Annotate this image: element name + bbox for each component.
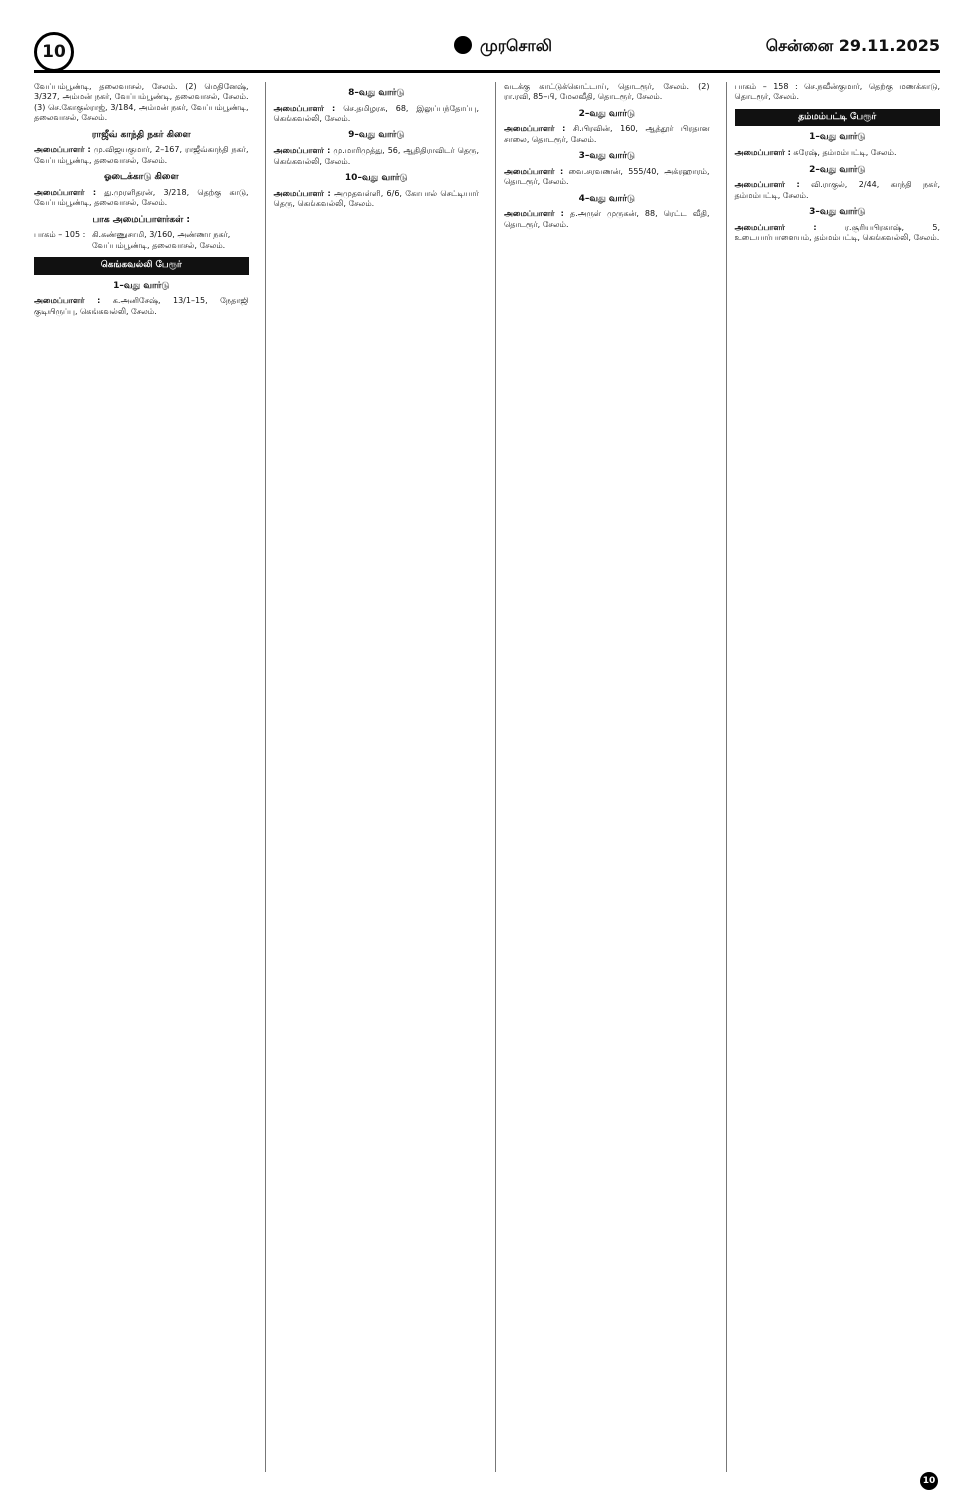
booth-label: பாகம் – 105 : [34,230,86,240]
column-1 [34,82,249,1472]
ward-heading: 2–வது வார்டு [809,164,866,175]
role-label: அமைப்பாளர் : [504,209,564,219]
ward-heading: 10–வது வார்டு [344,172,408,183]
brand-name: முரசொலி [480,36,552,55]
role-label: அமைப்பாளர் : [34,187,97,197]
role-label: அமைப்பாளர் : [734,180,800,190]
entry-text: க.அனிசேஷ், 13/1–15, நேதாஜி குடியிருப்பு, கெங்கவல்லி, சேலம். [34,296,249,316]
appointment-entry [34,188,249,209]
masthead [34,30,940,73]
appointment-entry [735,180,941,201]
entry-text: மு.மாரிமுத்து, 56, ஆதிதிராவிடர் தெரு, கெங்கவல்லி, சேலம். [273,146,479,166]
ward-heading: 3–வது வார்டு [809,207,866,218]
news-columns [34,82,940,1472]
entry-text: வை.சரவணன், 555/40, அக்ரஹாரம், தொடரூர், சேலம். [504,166,710,187]
ward-heading: 1–வது வார்டு [809,132,866,143]
newspaper-brand [454,36,552,57]
appointment-entry [274,146,480,167]
page-number-badge: 10 [34,32,74,72]
ward-heading: பாக அமைப்பாளர்கள் : [92,214,191,225]
ward-heading: 2–வது வார்டு [578,108,635,119]
continued-text: வேப்பம்பூண்டி, தலைவாசல், சேலம். (2) மெதினேஷ், 3/327, அம்மன் நகர், வேப்பம்பூண்டி, தலைவாசல், சேலம். (3) செ.கோகுல்ராஜ், 3/184, அம்மன் நகர், வேப்பம்பூண்டி, தலைவாசல், சேலம். [34,82,249,123]
appointment-entry [735,223,941,244]
continued-text: வடக்கு காட்டுக்கொட்டாய், தொடரூர், சேலம். (2) ரா.ரவி, 85–பி, மேலவீதி, தொடரூர், சேலம். [504,82,710,102]
role-label: அமைப்பாளர் : [34,296,101,306]
ward-heading: 9–வது வார்டு [348,130,405,141]
appointment-entry [504,124,710,145]
role-label: அமைப்பாளர் : [504,124,566,134]
role-label: அமைப்பாளர் : [273,103,336,113]
continued-text: பாகம் – 158 : செ.நவீன்குமார், தெற்கு மணக்காடு, தொடரூர், சேலம். [734,82,940,102]
column-2 [265,82,480,1472]
appointment-entry [34,145,249,166]
column-3 [495,82,710,1472]
dateline: சென்னை 29.11.2025 [765,36,940,55]
appointment-entry [34,296,249,317]
role-label: அமைப்பாளர் : [273,188,331,198]
appointment-entry [504,167,710,188]
appointment-entry [274,104,480,125]
role-label: அமைப்பாளர் : [734,148,791,158]
entry-text: த.அருள் முருகன், 88, ரெட்ட வீதி, தொடரூர், சேலம். [504,209,710,229]
entry-text: து.முரளிதரன், 3/218, தெற்கு காடு, வேப்பம்பூண்டி, தலைவாசல், சேலம். [34,187,249,208]
entry-text: சி.பிரவின், 160, ஆத்தூர் பிரதான சாலை, தொடரூர், சேலம். [504,124,710,144]
entry-text: மு.விஜயகுமார், 2–167, ராஜீவ்காந்தி நகர், வேப்பம்பூண்டி, தலைவாசல், சேலம். [34,145,249,165]
role-label: அமைப்பாளர் : [273,146,331,156]
appointment-entry [274,189,480,210]
entry-text: ர.சூரியபிரகாஷ், 5, உடையார்பாளையம், தம்மம்பட்டி, கெங்கவல்லி, சேலம். [734,222,940,243]
entry-text: அமுதவள்ளி, 6/6, கோபால் செட்டியார் தெரு, கெங்கவல்லி, சேலம். [273,188,479,209]
footer-page-number: 10 [920,1472,938,1490]
appointment-entry [504,209,710,230]
entry-text: சுரேஷ், தம்மம்பட்டி, சேலம். [793,148,897,158]
entry-text: செ.தமிழரசு, 68, இலுப்பந்தோப்பு, கெங்கவல்லி, சேலம். [273,103,479,124]
role-label: அமைப்பாளர் : [504,166,564,176]
booth-text: கி.கண்ணுசாமி, 3/160, அண்ணா நகர், வேப்பம்பூண்டி, தலைவாசல், சேலம். [92,230,231,250]
role-label: அமைப்பாளர் : [734,222,817,232]
booth-entry [34,230,249,251]
ward-heading: ராஜீவ் காந்தி நகர் கிளை [91,129,191,140]
ward-heading: 1–வது வார்டு [113,280,170,291]
section-banner: தம்மம்பட்டி பேரூர் [735,109,941,127]
section-banner: கெங்கவல்லி பேரூர் [34,257,249,275]
ward-heading: 3–வது வார்டு [578,151,635,162]
ward-heading: 4–வது வார்டு [578,193,635,204]
role-label: அமைப்பாளர் : [34,145,91,155]
appointment-entry [735,148,941,158]
column-4 [726,82,941,1472]
ward-heading: ஓடைக்காடு கிளை [103,172,179,183]
ward-heading: 8–வது வார்டு [348,88,405,98]
sun-logo-icon [454,36,472,54]
entry-text: வி.ராகுல், 2/44, காந்தி நகர், தம்மம்பட்டி, சேலம். [734,180,940,200]
